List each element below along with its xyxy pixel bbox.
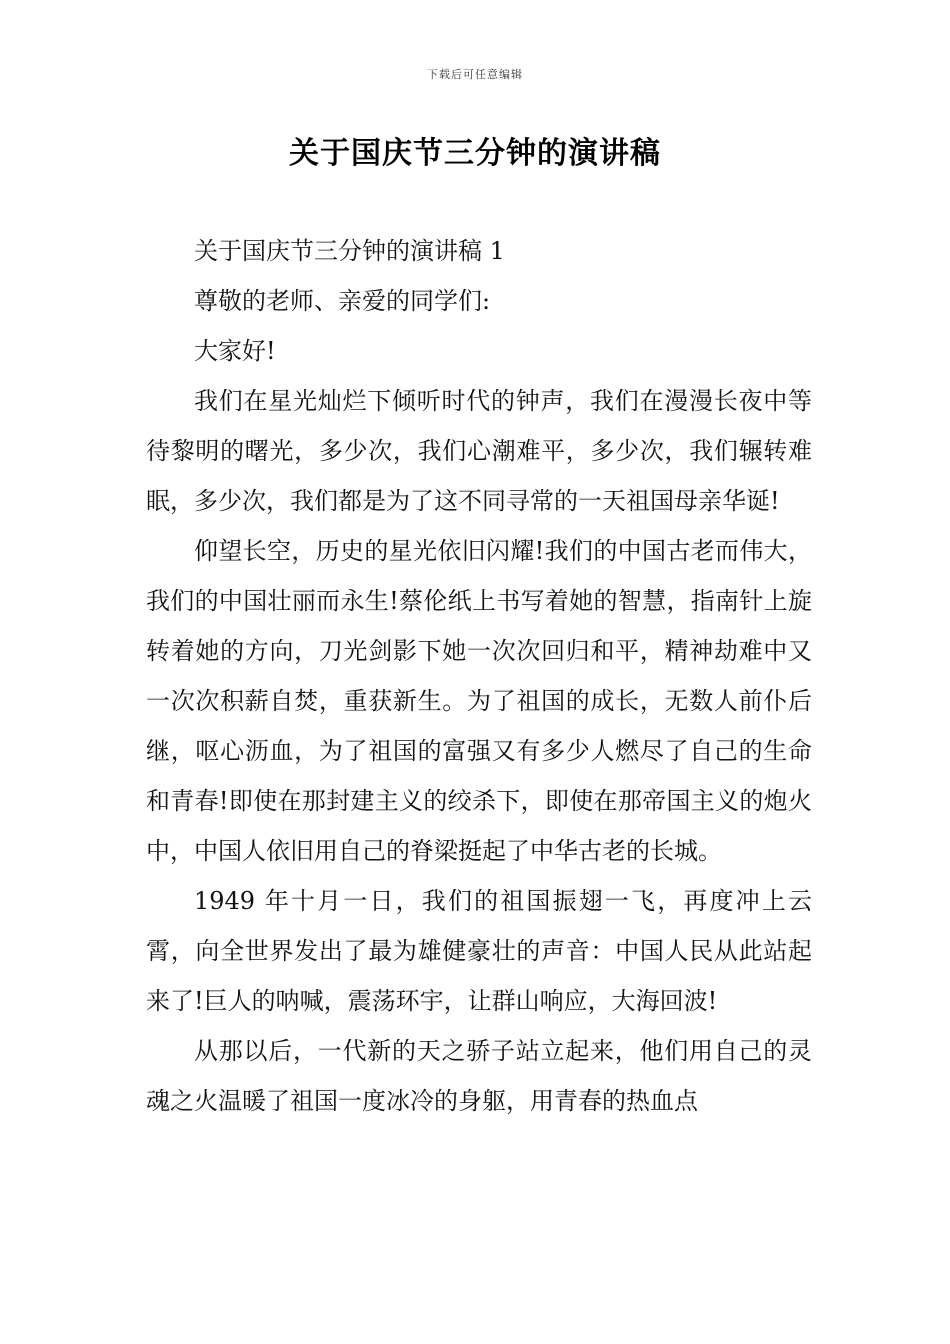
paragraph-salutation: 尊敬的老师、亲爱的同学们: [194,287,491,315]
document-title: 关于国庆节三分钟的演讲稿 [289,136,661,171]
header-note: 下载后可任意编辑 [427,68,523,81]
paragraph: 仰望长空，历史的星光依旧闪耀!我们的中国古老而伟大，我们的中国壮丽而永生!蔡伦纸上书写着她的智慧，指南针上旋转着她的方向，刀光剑影下她一次次回归和平，精神劫难中又一次次积薪自焚，重获新生。为了祖国的成长，无数人前仆后继，呕心沥血，为了祖国的富强又有多少人燃尽了自己的生命和青春!即使在那封建主义的绞杀下，即使在那帝国主义的炮火中，中国人依旧用自己的脊梁挺起了中华古老的长城。 [146,537,812,865]
paragraph: 我们在星光灿烂下倾听时代的钟声，我们在漫漫长夜中等待黎明的曙光，多少次，我们心潮难平，多少次，我们辗转难眠，多少次，我们都是为了这不同寻常的一天祖国母亲华诞! [146,387,812,515]
paragraph-subtitle: 关于国庆节三分钟的演讲稿 1 [194,237,505,265]
paragraph-greeting: 大家好! [194,337,276,365]
document-body [146,226,812,1126]
paragraph: 1949 年十月一日，我们的祖国振翅一飞，再度冲上云霄，向全世界发出了最为雄健豪壮的声音：中国人民从此站起来了!巨人的呐喊，震荡环宇，让群山响应，大海回波! [146,887,812,1015]
paragraph: 从那以后，一代新的天之骄子站立起来，他们用自己的灵魂之火温暖了祖国一度冰冷的身躯，用青春的热血点 [146,1037,812,1115]
